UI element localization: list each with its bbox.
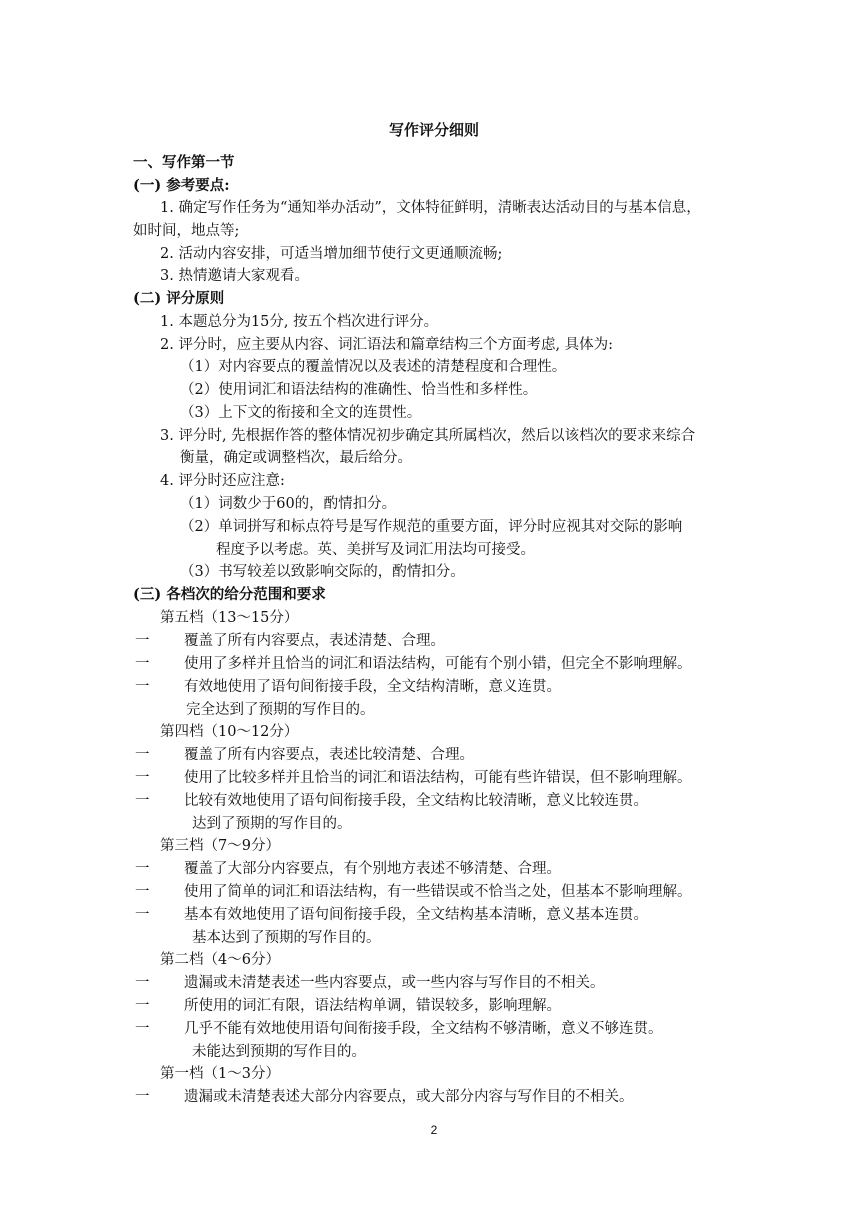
level-heading: 第三档（7～9分） bbox=[160, 838, 280, 854]
level-item: 几乎不能有效地使用语句间衔接手段，全文结构不够清晰，意义不够连贯。 bbox=[184, 1021, 663, 1037]
rule-line: 4. 评分时还应注意: bbox=[160, 473, 285, 489]
rule-line: 1. 本题总分为15分, 按五个档次进行评分。 bbox=[160, 314, 439, 330]
rule-subline: （2）单词拼写和标点符号是写作规范的重要方面，评分时应视其对交际的影响 bbox=[180, 519, 683, 535]
level-item: 覆盖了所有内容要点，表述比较清楚、合理。 bbox=[184, 747, 474, 763]
dash-bullet: 一 bbox=[135, 861, 150, 877]
subsection-heading: (二) 评分原则 bbox=[133, 290, 225, 307]
level-item: 使用了比较多样并且恰当的词汇和语法结构，可能有些许错误，但不影响理解。 bbox=[184, 770, 692, 786]
rule-line: 2. 评分时，应主要从内容、词汇语法和篇章结构三个方面考虑, 具体为: bbox=[160, 337, 614, 353]
level-item: 有效地使用了语句间衔接手段，全文结构清晰，意义连贯。 bbox=[184, 679, 561, 695]
rule-subline: （3）书写较差以致影响交际的，酌情扣分。 bbox=[180, 564, 465, 580]
rule-line: 3. 评分时, 先根据作答的整体情况初步确定其所属档次，然后以该档次的要求来综合 bbox=[160, 428, 696, 444]
level-item: 遗漏或未清楚表述大部分内容要点，或大部分内容与写作目的不相关。 bbox=[184, 1089, 634, 1105]
level-item: 覆盖了大部分内容要点，有个别地方表述不够清楚、合理。 bbox=[184, 861, 561, 877]
point-line: 如时间，地点等; bbox=[133, 223, 240, 239]
level-heading: 第一档（1～3分） bbox=[160, 1066, 280, 1082]
dash-bullet: 一 bbox=[135, 975, 150, 991]
level-item: 遗漏或未清楚表述一些内容要点，或一些内容与写作目的不相关。 bbox=[184, 975, 605, 991]
subsection-heading: (三) 各档次的给分范围和要求 bbox=[133, 586, 326, 603]
rule-subline: 程度予以考虑。英、美拼写及词汇用法均可接受。 bbox=[216, 542, 535, 558]
level-heading: 第四档（10～12分） bbox=[160, 724, 299, 740]
dash-bullet: 一 bbox=[135, 1089, 150, 1105]
rule-subline: （3）上下文的衔接和全文的连贯性。 bbox=[180, 405, 422, 421]
level-item: 比较有效地使用了语句间衔接手段，全文结构比较清晰，意义比较连贯。 bbox=[184, 793, 648, 809]
dash-bullet: 一 bbox=[135, 656, 150, 672]
dash-bullet: 一 bbox=[135, 633, 150, 649]
level-heading: 第二档（4～6分） bbox=[160, 952, 280, 968]
level-item: 覆盖了所有内容要点，表述清楚、合理。 bbox=[184, 633, 445, 649]
level-item: 所使用的词汇有限，语法结构单调，错误较多，影响理解。 bbox=[184, 998, 561, 1014]
level-goal: 未能达到预期的写作目的。 bbox=[192, 1044, 366, 1060]
rule-subline: （1）对内容要点的覆盖情况以及表述的清楚程度和合理性。 bbox=[180, 359, 567, 375]
level-goal: 完全达到了预期的写作目的。 bbox=[186, 702, 375, 718]
level-item: 使用了多样并且恰当的词汇和语法结构，可能有个别小错，但完全不影响理解。 bbox=[184, 656, 692, 672]
level-item: 使用了简单的词汇和语法结构，有一些错误或不恰当之处，但基本不影响理解。 bbox=[184, 884, 692, 900]
level-heading: 第五档（13～15分） bbox=[160, 610, 299, 626]
document-title: 写作评分细则 bbox=[388, 121, 479, 139]
dash-bullet: 一 bbox=[135, 679, 150, 695]
level-item: 基本有效地使用了语句间衔接手段，全文结构基本清晰，意义基本连贯。 bbox=[184, 907, 648, 923]
rule-subline: （2）使用词汇和语法结构的准确性、恰当性和多样性。 bbox=[180, 382, 538, 398]
point-line: 1. 确定写作任务为“通知举办活动”，文体特征鲜明，清晰表达活动目的与基本信息， bbox=[160, 200, 701, 216]
dash-bullet: 一 bbox=[135, 747, 150, 763]
page-number: 2 bbox=[430, 1123, 438, 1137]
dash-bullet: 一 bbox=[135, 770, 150, 786]
point-line: 2. 活动内容安排，可适当增加细节使行文更通顺流畅; bbox=[160, 246, 503, 262]
subsection-heading: (一) 参考要点: bbox=[133, 177, 230, 194]
section-heading: 一、写作第一节 bbox=[133, 154, 235, 171]
dash-bullet: 一 bbox=[135, 1021, 150, 1037]
point-line: 3. 热情邀请大家观看。 bbox=[160, 268, 309, 284]
dash-bullet: 一 bbox=[135, 998, 150, 1014]
dash-bullet: 一 bbox=[135, 907, 150, 923]
level-goal: 基本达到了预期的写作目的。 bbox=[192, 930, 381, 946]
dash-bullet: 一 bbox=[135, 793, 150, 809]
rule-line: 衡量，确定或调整档次，最后给分。 bbox=[180, 450, 412, 466]
level-goal: 达到了预期的写作目的。 bbox=[192, 816, 352, 832]
dash-bullet: 一 bbox=[135, 884, 150, 900]
rule-subline: （1）词数少于60的，酌情扣分。 bbox=[180, 496, 397, 512]
